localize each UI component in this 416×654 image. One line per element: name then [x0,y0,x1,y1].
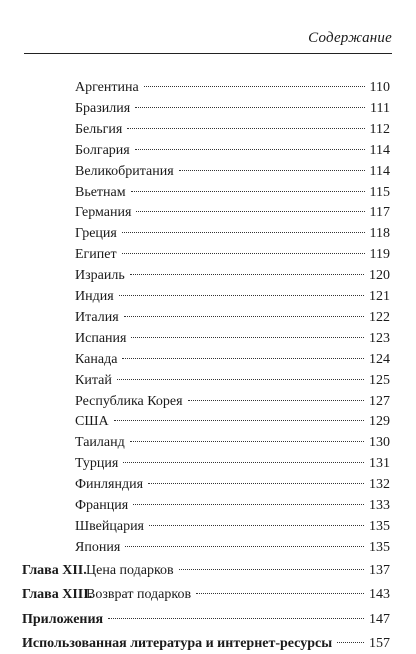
running-title: Содержание [308,30,392,46]
toc-entry-page: 121 [369,289,390,304]
toc-entry-page: 157 [369,636,390,652]
toc-entry-country [75,203,390,223]
dot-leader [127,128,364,129]
dot-leader [144,86,365,87]
dot-leader [135,149,365,150]
chapter-number: Глава XIII. [22,587,93,603]
dot-leader [131,337,364,338]
toc-entry-country [75,412,390,432]
dot-leader [135,107,365,108]
toc-entry-page: 132 [369,477,390,493]
toc-entry-label: Великобритания [75,163,174,179]
chapter-title: Возврат подарков [86,587,192,603]
dot-leader [188,400,364,401]
toc-entry-label: Турция [75,456,119,472]
toc-entry-page: 119 [369,247,390,263]
toc-entry-page: 129 [369,414,390,430]
toc-entry-country [75,224,390,244]
dot-leader [122,253,365,254]
toc-entry-label: Бельгия [75,121,123,137]
toc-entry-page: 120 [369,268,390,284]
toc-entry-page: 123 [369,330,390,346]
toc-entry-label: Япония [75,539,121,555]
toc-entry-country [75,266,390,286]
toc-entry-page: 111 [370,100,390,116]
dot-leader [136,211,364,212]
toc-entry-page: 143 [369,587,390,603]
dot-leader [148,483,364,484]
dot-leader [114,420,364,421]
dot-leader [130,441,364,442]
toc-entry-label: Египет [75,247,117,263]
toc-entry-label: Испания [75,330,127,346]
dot-leader [125,546,364,547]
toc-entry-page: 114 [369,142,390,158]
toc-entry-label: Италия [75,309,119,325]
toc-entry-label: США [75,414,109,430]
toc-entry-page: 137 [369,562,390,578]
toc-entry-page: 127 [369,393,390,409]
toc-entry-country [75,120,390,140]
toc-entry-page: 117 [369,205,390,221]
toc-entry-label: Бразилия [75,100,131,116]
toc-entry-page: 124 [369,351,390,367]
toc-entry-label: Канада [75,351,118,367]
toc-entry-page: 125 [369,372,390,388]
toc-entry-chapter [22,561,390,581]
toc-entry-label: Индия [75,289,114,304]
toc-entry-page: 110 [369,80,390,95]
toc-entry-label: Финляндия [75,477,144,493]
dot-leader [122,358,364,359]
toc-entry-page: 122 [369,309,390,325]
toc-entry-label: Болгария [75,142,130,158]
toc-entry-country [75,538,390,558]
dot-leader [179,569,364,570]
chapter-number: Глава XII. [22,562,87,578]
toc-entry-country [75,287,390,307]
dot-leader [131,191,365,192]
toc-entry-country [75,517,390,537]
toc-entry-country [75,329,390,349]
toc-entry-label: Республика Корея [75,393,183,409]
toc-entry-label: Приложения [22,611,104,627]
toc-entry-country [75,454,390,474]
toc-entry-page: 118 [369,226,390,242]
dot-leader [124,316,364,317]
toc-entry-page: 115 [369,184,390,200]
toc-entry-country [75,78,390,98]
toc-entry-page: 112 [369,121,390,137]
toc-entry-country [75,99,390,119]
dot-leader [108,618,364,619]
toc-entry-chapter [22,585,390,605]
toc-entry-country [75,475,390,495]
toc-entry-country [75,371,390,391]
toc-entry-country [75,496,390,516]
toc-entry-country [75,162,390,182]
dot-leader [123,462,364,463]
toc-entry-page: 135 [369,539,390,555]
dot-leader [119,295,364,296]
toc-entry-label: Аргентина [75,80,139,95]
dot-leader [149,525,364,526]
toc-entry-page: 147 [369,611,390,627]
toc-entry-page: 133 [369,498,390,513]
chapter-title: Цена подарков [86,562,174,578]
toc-entry-page: 130 [369,435,390,451]
header-rule [24,53,392,54]
toc-entry-country [75,141,390,161]
dot-leader [179,170,365,171]
toc-entry-country [75,392,390,412]
toc-entry-country [75,433,390,453]
toc-entry-country [75,183,390,203]
dot-leader [117,379,364,380]
dot-leader [122,232,365,233]
dot-leader [133,504,364,505]
dot-leader [196,593,364,594]
toc-entry-label: Франция [75,498,129,513]
toc-entry-country [75,245,390,265]
toc-entry-section [22,610,390,630]
toc-entry-label: Китай [75,372,112,388]
toc-entry-country [75,308,390,328]
dot-leader [130,274,364,275]
toc-entry-country [75,350,390,370]
toc-entry-page: 114 [369,163,390,179]
toc-entry-page: 131 [369,456,390,472]
toc-entry-section [22,634,390,654]
toc-entry-label: Германия [75,205,132,221]
toc-entry-label: Вьетнам [75,184,126,200]
toc-entry-label: Швейцария [75,518,144,534]
toc-entry-label: Израиль [75,268,125,284]
toc-entry-label: Греция [75,226,117,242]
toc-entry-label: Использованная литература и интернет-ресурсы [22,636,333,652]
toc-entry-label: Таиланд [75,435,125,451]
dot-leader [337,642,364,643]
toc-entry-page: 135 [369,518,390,534]
